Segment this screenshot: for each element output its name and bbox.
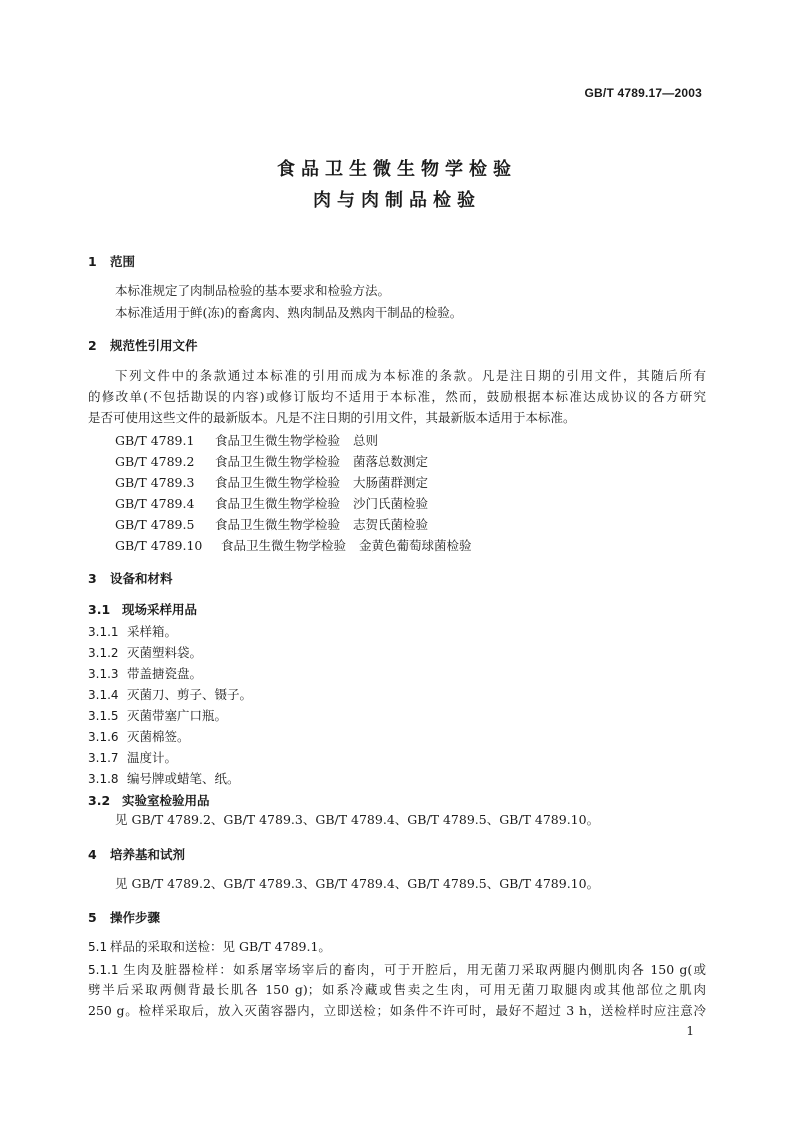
list-item: 3.1.2 灭菌塑料袋。 <box>88 645 203 660</box>
section-1-heading <box>88 252 135 270</box>
document-title-line1: 食品卫生微生物学检验 <box>277 159 517 180</box>
reference-item: GB/T 4789.5 食品卫生微生物学检验 志贺氏菌检验 <box>115 517 429 532</box>
section-4-heading <box>88 845 185 863</box>
document-title-line2: 肉与肉制品检验 <box>313 190 481 211</box>
section-number: 5 <box>88 910 97 925</box>
section-title: 培养基和试剂 <box>110 847 186 862</box>
section-2-paragraph-line-1: 下列文件中的条款通过本标准的引用而成为本标准的条款。凡是注日期的引用文件，其随后所有 <box>115 368 706 383</box>
subsection-5-1-1-line-2: 劈半后采取两侧背最长肌各 150 g)；如系冷藏或售卖之生肉，可用无菌刀取腿肉或其他部位之肌肉 <box>88 982 706 997</box>
reference-item: GB/T 4789.4 食品卫生微生物学检验 沙门氏菌检验 <box>115 496 429 511</box>
list-item: 3.1.6 灭菌棉签。 <box>88 729 190 744</box>
reference-item: GB/T 4789.2 食品卫生微生物学检验 菌落总数测定 <box>115 454 429 469</box>
section-number: 3 <box>88 571 97 586</box>
reference-item: GB/T 4789.1 食品卫生微生物学检验 总则 <box>115 433 379 448</box>
list-item: 3.1.5 灭菌带塞广口瓶。 <box>88 708 228 723</box>
reference-item: GB/T 4789.3 食品卫生微生物学检验 大肠菌群测定 <box>115 475 429 490</box>
section-2-paragraph-line-2: 的修改单(不包括勘误的内容)或修订版均不适用于本标准，然而，鼓励根据本标准达成协议的各方研究 <box>88 389 706 404</box>
subsection-3-1-heading: 3.1 现场采样用品 <box>88 602 198 617</box>
subsection-3-2-heading: 3.2 实验室检验用品 <box>88 793 210 808</box>
reference-item: GB/T 4789.10 食品卫生微生物学检验 金黄色葡萄球菌检验 <box>115 538 472 553</box>
list-item: 3.1.3 带盖搪瓷盘。 <box>88 666 203 681</box>
section-number: 2 <box>88 338 97 353</box>
section-title: 规范性引用文件 <box>110 338 198 353</box>
section-title: 范围 <box>110 254 136 269</box>
subsection-3-2-text: 见 GB/T 4789.2、GB/T 4789.3、GB/T 4789.4、GB/T 4789.5、GB/T 4789.10。 <box>115 812 600 827</box>
section-number: 4 <box>88 847 97 862</box>
section-4-text: 见 GB/T 4789.2、GB/T 4789.3、GB/T 4789.4、GB/T 4789.5、GB/T 4789.10。 <box>115 876 600 891</box>
list-item: 3.1.4 灭菌刀、剪子、镊子。 <box>88 687 253 702</box>
section-3-heading <box>88 569 173 587</box>
section-1-paragraph-2: 本标准适用于鲜(冻)的畜禽肉、熟肉制品及熟肉干制品的检验。 <box>115 305 463 320</box>
section-title: 设备和材料 <box>110 571 173 586</box>
section-number: 1 <box>88 254 97 269</box>
section-1-paragraph-1: 本标准规定了肉制品检验的基本要求和检验方法。 <box>115 283 391 298</box>
subsection-5-1-1-line-1: 5.1.1 生肉及脏器检样：如系屠宰场宰后的畜肉，可于开腔后，用无菌刀采取两腿内侧肌肉各 150 g(或 <box>88 962 706 977</box>
standard-number: GB/T 4789.17—2003 <box>584 86 702 100</box>
list-item: 3.1.1 采样箱。 <box>88 624 178 639</box>
section-2-paragraph-line-3: 是否可使用这些文件的最新版本。凡是不注日期的引用文件，其最新版本适用于本标准。 <box>88 410 576 425</box>
page-number: 1 <box>686 1024 694 1038</box>
section-2-heading <box>88 336 198 354</box>
list-item: 3.1.8 编号牌或蜡笔、纸。 <box>88 771 240 786</box>
subsection-5-1-1-line-3: 250 g。检样采取后，放入灭菌容器内，立即送检；如条件不许可时，最好不超过 3 h，送检样时应注意冷 <box>88 1003 706 1018</box>
section-5-heading <box>88 908 160 926</box>
list-item: 3.1.7 温度计。 <box>88 750 178 765</box>
section-title: 操作步骤 <box>110 910 161 925</box>
subsection-5-1: 5.1 样品的采取和送检：见 GB/T 4789.1。 <box>88 939 331 954</box>
